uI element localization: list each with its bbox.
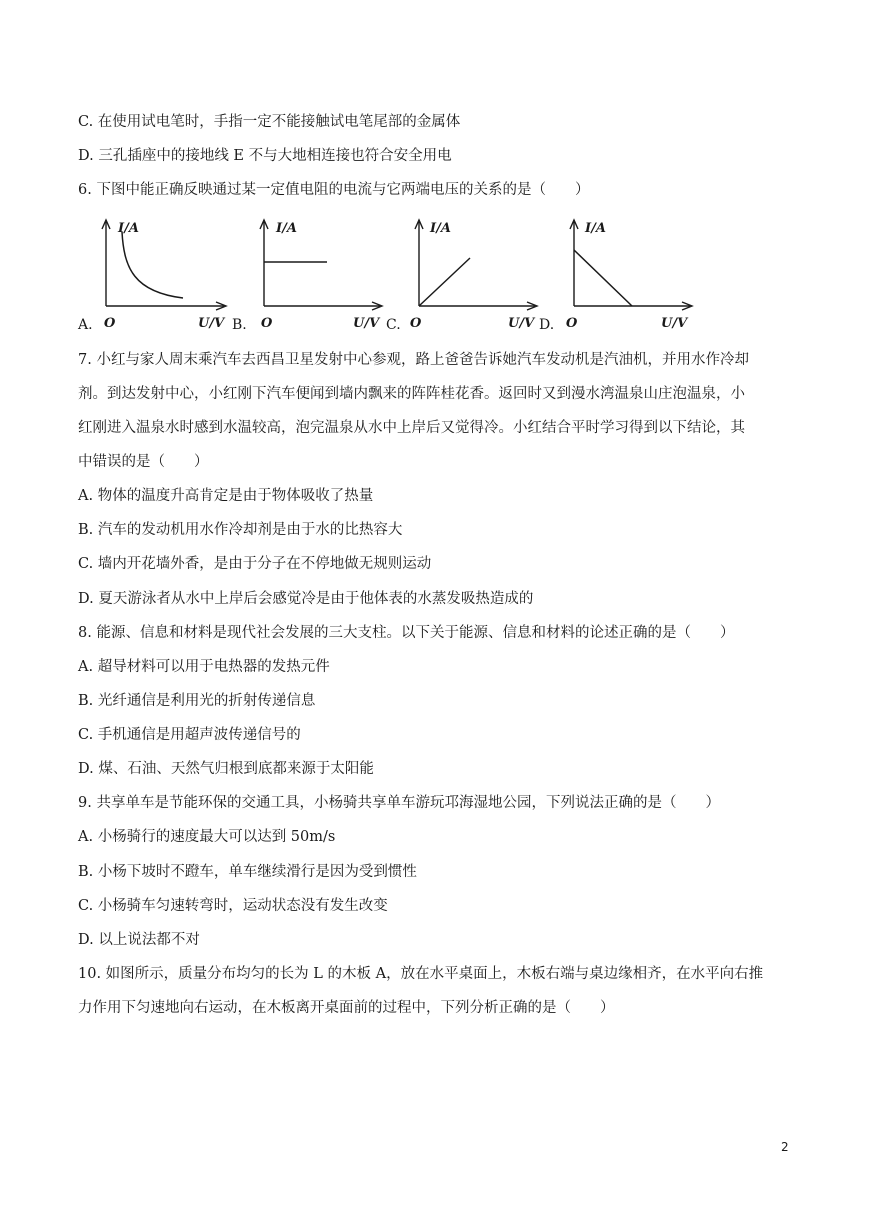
graph-a bbox=[102, 220, 226, 310]
graph-d bbox=[570, 220, 692, 310]
graph-a-y-label: I/A bbox=[118, 221, 139, 236]
page-number: 2 bbox=[781, 1140, 789, 1154]
option-9b: B. 小杨下坡时不蹬车，单车继续滑行是因为受到惯性 bbox=[78, 864, 417, 880]
question-6: 6. 下图中能正确反映通过某一定值电阻的电流与它两端电压的关系的是（ ） bbox=[78, 182, 590, 198]
graph-b-y-label: I/A bbox=[276, 221, 297, 236]
graph-b-origin: O bbox=[261, 316, 273, 331]
graph-c bbox=[415, 220, 537, 310]
option-9c: C. 小杨骑车匀速转弯时，运动状态没有发生改变 bbox=[78, 898, 388, 914]
option-9d: D. 以上说法都不对 bbox=[78, 932, 200, 948]
option-8a: A. 超导材料可以用于电热器的发热元件 bbox=[78, 659, 330, 675]
question-7-line-3: 红刚进入温泉水时感到水温较高，泡完温泉从水中上岸后又觉得冷。小红结合平时学习得到以下结论，其 bbox=[78, 420, 745, 436]
question-7-line-1: 7. 小红与家人周末乘汽车去西昌卫星发射中心参观，路上爸爸告诉她汽车发动机是汽油机，并用水作冷却 bbox=[78, 352, 749, 368]
option-7a: A. 物体的温度升高肯定是由于物体吸收了热量 bbox=[78, 488, 374, 504]
graph-b-option-label: B. bbox=[232, 317, 247, 333]
option-9a: A. 小杨骑行的速度最大可以达到 50m/s bbox=[78, 829, 336, 845]
question-10-line-1: 10. 如图所示，质量分布均匀的长为 L 的木板 A，放在水平桌面上，木板右端与桌边缘相齐，在水平向右推 bbox=[78, 966, 764, 982]
graph-d-option-label: D. bbox=[539, 317, 555, 333]
graph-d-x-label: U/V bbox=[661, 316, 688, 331]
graph-c-option-label: C. bbox=[386, 317, 401, 333]
option-7b: B. 汽车的发动机用水作冷却剂是由于水的比热容大 bbox=[78, 522, 403, 538]
option-7d: D. 夏天游泳者从水中上岸后会感觉冷是由于他体表的水蒸发吸热造成的 bbox=[78, 591, 534, 607]
question-7-line-2: 剂。到达发射中心，小红刚下汽车便闻到墙内飘来的阵阵桂花香。返回时又到漫水湾温泉山庄泡温泉，小 bbox=[78, 386, 745, 402]
graph-a-x-label: U/V bbox=[198, 316, 225, 331]
question-10-line-2: 力作用下匀速地向右运动，在木板离开桌面前的过程中，下列分析正确的是（ ） bbox=[78, 1000, 615, 1016]
graph-c-y-label: I/A bbox=[430, 221, 451, 236]
question-9: 9. 共享单车是节能环保的交通工具，小杨骑共享单车游玩邛海湿地公园，下列说法正确的是（ ） bbox=[78, 795, 720, 811]
option-5d: D. 三孔插座中的接地线 E 不与大地相连接也符合安全用电 bbox=[78, 148, 452, 164]
graph-d-y-label: I/A bbox=[585, 221, 606, 236]
option-8b: B. 光纤通信是利用光的折射传递信息 bbox=[78, 693, 316, 709]
option-8c: C. 手机通信是用超声波传递信号的 bbox=[78, 727, 301, 743]
graph-b-x-label: U/V bbox=[353, 316, 380, 331]
graph-b bbox=[260, 220, 382, 310]
graph-a-origin: O bbox=[104, 316, 116, 331]
question-8: 8. 能源、信息和材料是现代社会发展的三大支柱。以下关于能源、信息和材料的论述正确的是（ ） bbox=[78, 625, 735, 641]
graph-a-option-label: A. bbox=[78, 317, 93, 333]
graph-c-origin: O bbox=[410, 316, 422, 331]
graph-d-origin: O bbox=[566, 316, 578, 331]
graph-c-x-label: U/V bbox=[508, 316, 535, 331]
option-8d: D. 煤、石油、天然气归根到底都来源于太阳能 bbox=[78, 761, 374, 777]
question-6-graphs bbox=[0, 0, 869, 340]
option-7c: C. 墙内开花墙外香，是由于分子在不停地做无规则运动 bbox=[78, 556, 432, 572]
option-5c: C. 在使用试电笔时，手指一定不能接触试电笔尾部的金属体 bbox=[78, 114, 461, 130]
question-7-line-4: 中错误的是（ ） bbox=[78, 454, 209, 470]
